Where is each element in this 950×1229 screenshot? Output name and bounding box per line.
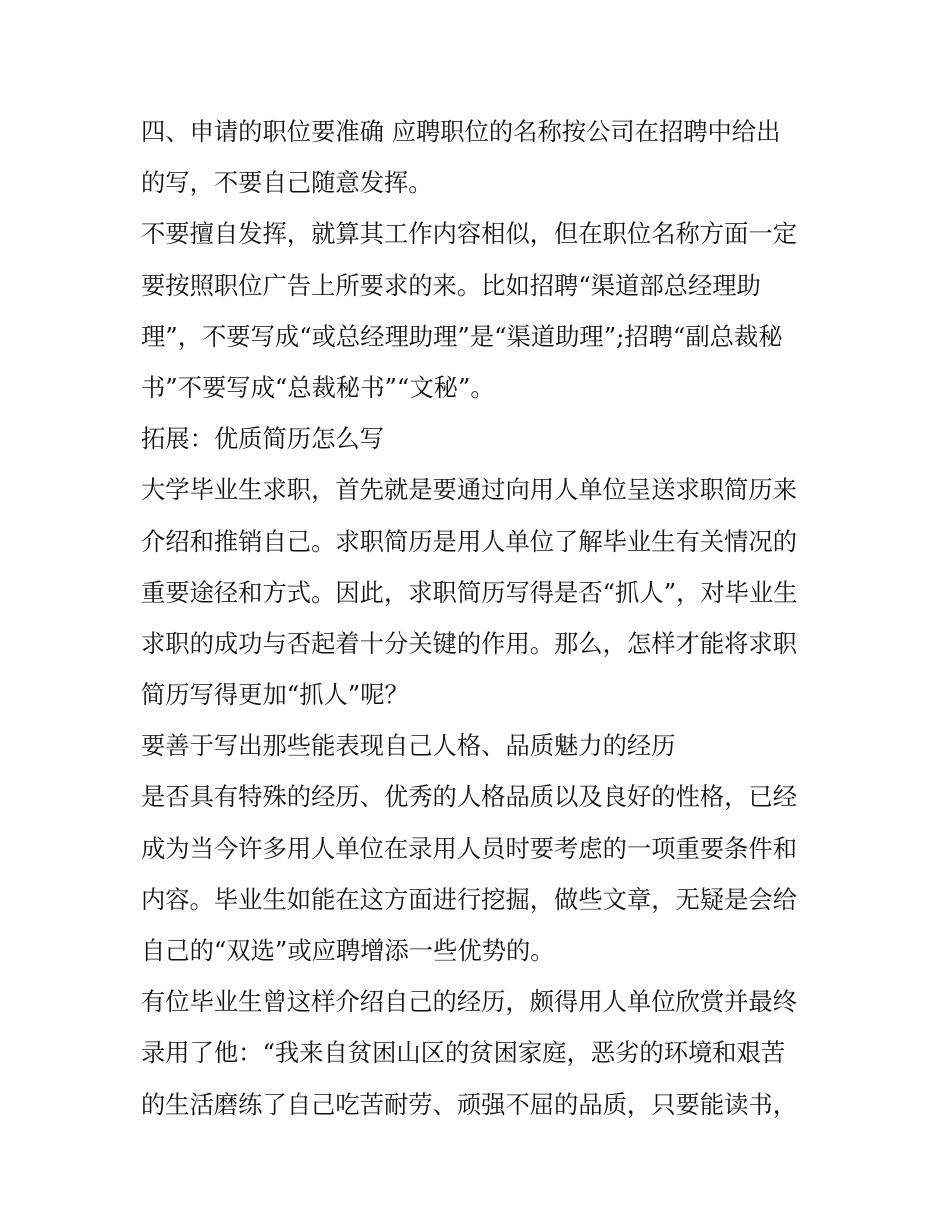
text-line: 录用了他：“我来自贫困山区的贫困家庭，恶劣的环境和艰苦 bbox=[141, 1038, 786, 1068]
text-line: 简历写得更加“抓人”呢？ bbox=[141, 680, 409, 710]
subheading: 要善于写出那些能表现自己人格、品质魅力的经历 bbox=[141, 731, 676, 761]
text-line: 成为当今许多用人单位在录用人员时要考虑的一项重要条件和 bbox=[141, 833, 798, 863]
text-line: 四、申请的职位要准确 应聘职位的名称按公司在招聘中给出 bbox=[141, 117, 781, 146]
text-line: 自己的“双选”或应聘增添一些优势的。 bbox=[141, 936, 555, 965]
text-line: 的写，不要自己随意发挥。 bbox=[141, 168, 433, 198]
text-line: 的生活磨练了自己吃苦耐劳、顽强不屈的品质，只要能读书， bbox=[141, 1089, 798, 1119]
text-line: 介绍和推销自己。求职简历是用人单位了解毕业生有关情况的 bbox=[141, 526, 798, 556]
text-line: 理”，不要写成“或总经理助理”是“渠道助理”;招聘“副总裁秘 bbox=[141, 321, 783, 351]
text-line: 是否具有特殊的经历、优秀的人格品质以及良好的性格，已经 bbox=[141, 782, 798, 812]
text-line: 大学毕业生求职，首先就是要通过向用人单位呈送求职简历来 bbox=[141, 475, 798, 505]
text-line: 求职的成功与否起着十分关键的作用。那么，怎样才能将求职 bbox=[141, 628, 798, 658]
text-line: 要按照职位广告上所要求的来。比如招聘“渠道部总经理助 bbox=[141, 270, 761, 300]
text-line: 重要途径和方式。因此，求职简历写得是否“抓人”，对毕业生 bbox=[141, 577, 798, 607]
text-line: 书”不要写成“总裁秘书”“文秘”。 bbox=[141, 372, 495, 402]
text-line: 不要擅自发挥，就算其工作内容相似，但在职位名称方面一定 bbox=[141, 219, 798, 249]
section-heading: 拓展：优质简历怎么写 bbox=[141, 424, 384, 454]
text-line: 内容。毕业生如能在这方面进行挖掘，做些文章，无疑是会给 bbox=[141, 884, 798, 914]
text-line: 有位毕业生曾这样介绍自己的经历，颇得用人单位欣赏并最终 bbox=[141, 987, 798, 1017]
document-body bbox=[141, 106, 813, 1130]
